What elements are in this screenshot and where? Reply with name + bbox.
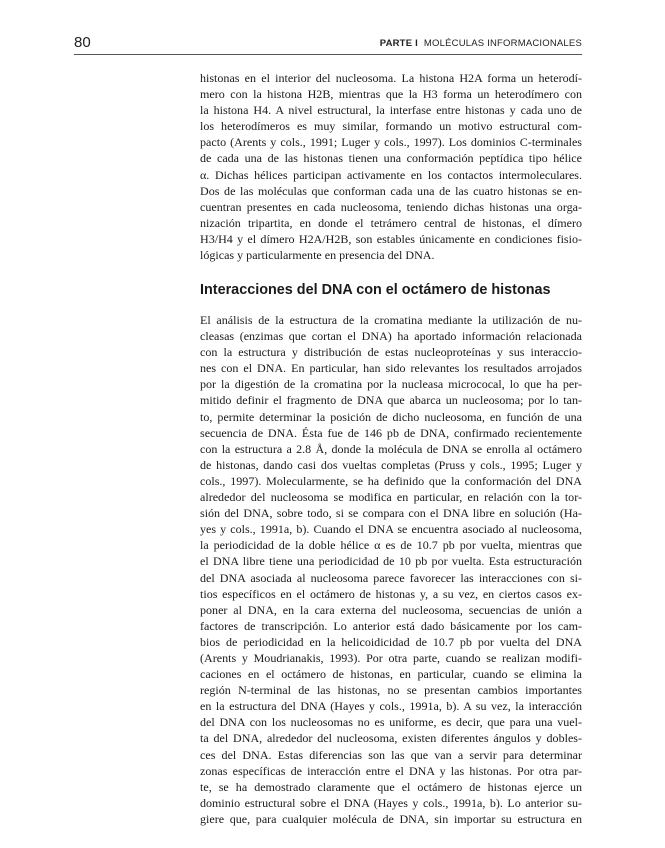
text-line: del DNA con los nucleosomas no es uniforme, es decir, que para una vuel- bbox=[200, 715, 582, 730]
text-line: to, permite determinar la posición de dicho nucleosoma, en función de una bbox=[200, 409, 582, 424]
text-line: Dos de las moléculas que conforman cada una de las cuatro histonas se en- bbox=[200, 183, 582, 198]
text-line: de histonas, dando casi dos vueltas completas (Pruss y cols., 1995; Luger y bbox=[200, 457, 582, 472]
text-line: mero con la histona H2B, mientras que la H3 forma un heterodímero con bbox=[200, 87, 582, 102]
text-line: la histona H4. A nivel estructural, la interfase entre histonas y cada uno de bbox=[200, 103, 582, 118]
paragraph-1 bbox=[200, 70, 582, 263]
text-line: el DNA libre tiene una periodicidad de 10 pb por vuelta. Esta estructuración bbox=[200, 554, 582, 569]
text-line: poner al DNA, en la cara externa del nucleosoma, secuencias de unión a bbox=[200, 602, 582, 617]
text-line: zonas específicas de interacción entre el DNA y las histonas. Por otra par- bbox=[200, 763, 582, 778]
text-line: tios específicos en el octámero de histonas y, a su vez, en ciertos casos ex- bbox=[200, 586, 582, 601]
text-line: con la estructura y distribución de estas nucleoproteínas y sus interaccio- bbox=[200, 345, 582, 360]
paragraph-2 bbox=[200, 312, 582, 827]
text-line: de cada una de las histonas tienen una conformación peptídica tipo hélice bbox=[200, 151, 582, 166]
text-line: giere que, para cualquier molécula de DNA, sin importar su estructura en bbox=[200, 811, 582, 826]
text-line: caciones en el octámero de histonas, en particular, cuando se elimina la bbox=[200, 667, 582, 682]
text-line: cols., 1997). Molecularmente, se ha definido que la conformación del DNA bbox=[200, 473, 582, 488]
text-line: secuencia de DNA. Ésta fue de 146 pb de DNA, confirmado recientemente bbox=[200, 425, 582, 440]
part-title: MOLÉCULAS INFORMACIONALES bbox=[423, 38, 582, 49]
text-line: región N-terminal de las histonas, no se presentan cambios importantes bbox=[200, 683, 582, 698]
text-line: en la estructura del DNA (Hayes y cols., 1991a, b). A su vez, la interacción bbox=[200, 699, 582, 714]
text-line: ces del DNA. Estas diferencias son las que van a servir para determinar bbox=[200, 747, 582, 762]
section-heading: Interacciones del DNA con el octámero de histonas bbox=[200, 282, 551, 298]
part-label: PARTE I bbox=[379, 38, 418, 49]
text-line: pacto (Arents y cols., 1991; Luger y cols., 1997). Los dominios C-terminales bbox=[200, 135, 582, 150]
running-head bbox=[380, 38, 582, 49]
text-line: lógicas y particularmente en presencia del DNA. bbox=[200, 248, 435, 263]
text-line: alrededor del nucleosoma se modifica en particular, en relación con la tor- bbox=[200, 490, 582, 505]
text-line: factores de transcripción. Lo anterior está dado básicamente por los cam- bbox=[200, 618, 582, 633]
text-line: con la estructura a 2.8 Å, donde la molécula de DNA se enrolla al octámero bbox=[200, 441, 582, 456]
text-line: cleasas (enzimas que cortan el DNA) ha aportado información relacionada bbox=[200, 329, 582, 344]
text-line: del DNA asociada al nucleosoma parece favorecer las interacciones con si- bbox=[200, 570, 582, 585]
header-rule bbox=[74, 54, 582, 55]
text-line: mitido definir el fragmento de DNA que abarca un nucleosoma; por lo tan- bbox=[200, 393, 582, 408]
text-line: α. Dichas hélices participan activamente en los contactos intermoleculares. bbox=[200, 167, 582, 182]
text-line: nes con el DNA. En particular, han sido relevantes los resultados arrojados bbox=[200, 361, 582, 376]
text-line: cuentran presentes en cada nucleosoma, teniendo dichas histonas una orga- bbox=[200, 199, 582, 214]
text-line: la periodicidad de la doble hélice α es de 10.7 pb por vuelta, mientras que bbox=[200, 538, 582, 553]
text-line: sión del DNA, sobre todo, si se compara con el DNA libre en solución (Ha- bbox=[200, 506, 582, 521]
text-line: El análisis de la estructura de la cromatina mediante la utilización de nu- bbox=[200, 313, 582, 327]
text-line: los heterodímeros es muy similar, formando un motivo estructural com- bbox=[200, 119, 582, 134]
text-line: H3/H4 y el dímero H2A/H2B, son estables únicamente en condiciones fisio- bbox=[200, 231, 582, 246]
page-number: 80 bbox=[74, 34, 91, 51]
text-line: (Arents y Moudrianakis, 1993). Por otra parte, cuando se realizan modifi- bbox=[200, 650, 582, 665]
text-line: ta del DNA, alrededor del nucleosoma, existen diferentes ángulos y dobles- bbox=[200, 731, 582, 746]
text-line: bios de periodicidad en la helicoidicidad de 10.7 pb por vuelta del DNA bbox=[200, 634, 582, 649]
text-line: yes y cols., 1991a, b). Cuando el DNA se encuentra asociado al nucleosoma, bbox=[200, 522, 582, 537]
text-line: te, se ha demostrado claramente que el octámero de histonas ejerce un bbox=[200, 779, 582, 794]
text-line: nización tripartita, en donde el tetrámero central de histonas, el dímero bbox=[200, 215, 582, 230]
text-line: histonas en el interior del nucleosoma. La histona H2A forma un heterodí- bbox=[200, 71, 582, 85]
text-line: por la digestión de la cromatina por la nucleasa micrococal, lo que ha per- bbox=[200, 377, 582, 392]
text-line: dominio estructural sobre el DNA (Hayes y cols., 1991a, b). Lo anterior su- bbox=[200, 795, 582, 810]
